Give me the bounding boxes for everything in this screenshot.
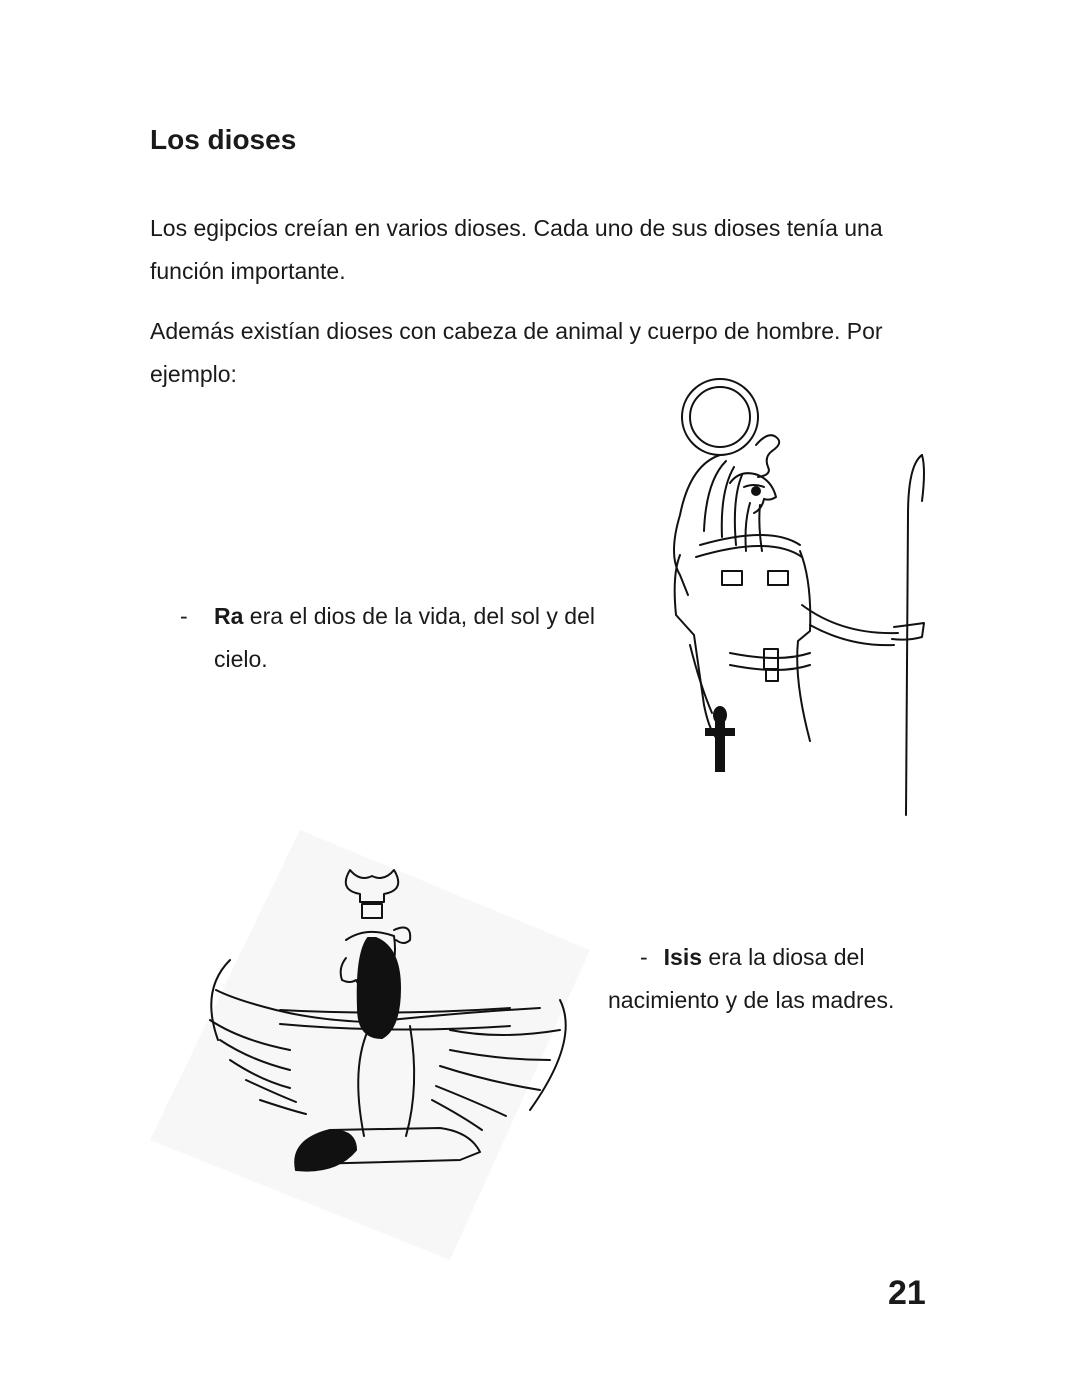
list-item-ra: [180, 595, 640, 681]
list-dash: -: [180, 603, 188, 629]
page-title: Los dioses: [150, 124, 297, 155]
list-dash: -: [640, 944, 648, 970]
god-description-ra: era el dios de la vida, del sol y del cielo.: [214, 603, 595, 672]
intro-paragraph: Los egipcios creían en varios dioses. Cada uno de sus dioses tenía una función importante.: [150, 215, 883, 284]
isis-illustration: [150, 830, 590, 1260]
example-paragraph: Además existían dioses con cabeza de animal y cuerpo de hombre. Por ejemplo:: [150, 318, 883, 387]
god-name-ra: Ra: [214, 603, 244, 629]
god-description-isis: era la diosa del: [702, 944, 865, 970]
list-item-isis: [608, 936, 938, 1022]
god-name-isis: Isis: [663, 944, 703, 970]
page-number: 21: [888, 1274, 926, 1312]
ra-illustration: [660, 375, 940, 775]
god-description-isis-cont: nacimiento y de las madres.: [608, 987, 895, 1013]
